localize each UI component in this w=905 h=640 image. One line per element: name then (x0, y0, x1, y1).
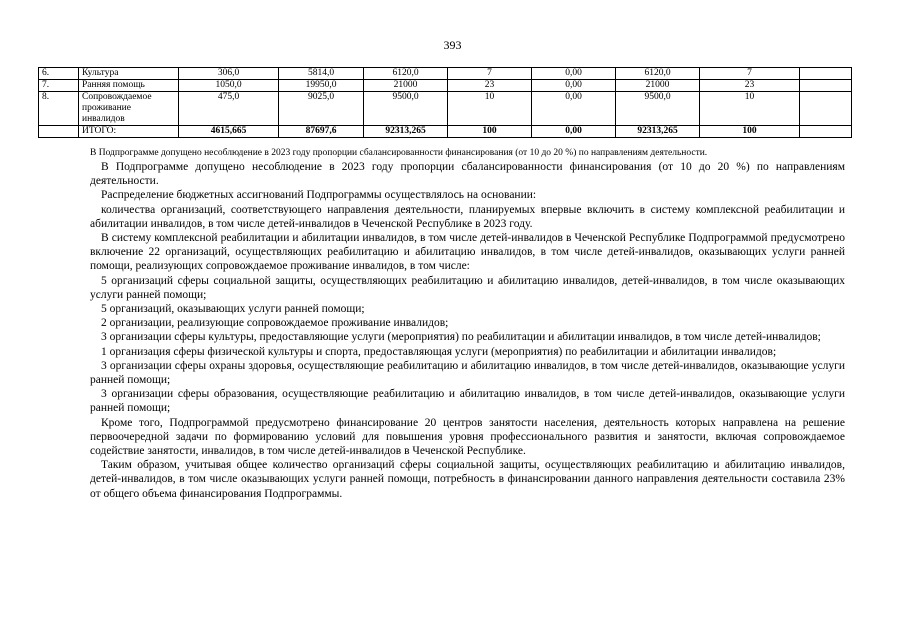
total-value: 87697,6 (279, 126, 364, 138)
paragraph: Таким образом, учитывая общее количество организаций сферы социальной защиты, осуществляющих реабилитацию и абилитацию инвалидов, детей-инвалидов, в том числе оказывающих услуги ранней помощи, потребность в финансировании данного направления деятельности составила 23% от общего объема финансирования Подпрограммы. (90, 459, 845, 500)
row-number: 6. (39, 68, 79, 80)
paragraph: 3 организации сферы образования, осуществляющие реабилитацию и абилитацию инвалидов, в том числе детей-инвалидов, оказывающие услуги ранней помощи; (90, 388, 845, 415)
paragraph: 5 организаций сферы социальной защиты, осуществляющих реабилитацию и абилитацию инвалидов, детей-инвалидов, в том числе оказывающих услуги ранней помощи; (90, 274, 845, 301)
paragraph: Распределение бюджетных ассигнований Подпрограммы осуществлялось на основании: (101, 189, 537, 202)
page-number: 393 (443, 38, 462, 52)
total-value: 100 (448, 126, 532, 138)
table-row (39, 92, 852, 126)
cell-value: 9500,0 (364, 92, 448, 126)
cell-value: 10 (700, 92, 800, 126)
empty-cell (800, 68, 852, 80)
cell-value: 6120,0 (616, 68, 700, 80)
cell-value: 0,00 (532, 68, 616, 80)
cell-value: 19950,0 (279, 80, 364, 92)
paragraph: 2 организации, реализующие сопровождаемое проживание инвалидов; (101, 317, 449, 330)
total-value: 92313,265 (364, 126, 448, 138)
table-row (39, 80, 852, 92)
empty-cell (800, 80, 852, 92)
cell-value: 23 (448, 80, 532, 92)
paragraph: количества организаций, соответствующего направления деятельности, планируемых впервые включить в систему комплексной реабилитации и абилитации инвалидов, в том числе детей-инвалидов в Чеченской Республике в 2023 году. (90, 203, 845, 230)
empty-cell (800, 92, 852, 126)
paragraph: Кроме того, Подпрограммой предусмотрено финансирование 20 центров занятости населения, деятельность которых направлена на решение первоочередной задачи по формированию условий для повышения уровня профессионального развития и занятости, включая сопровождаемое содействие занятости, инвалидов, в том числе детей-инвалидов в Чеченской Республике. (90, 416, 845, 458)
total-value: 4615,665 (179, 126, 279, 138)
total-label: ИТОГО: (79, 126, 179, 138)
cell-value: 9025,0 (279, 92, 364, 126)
cell-value: 5814,0 (279, 68, 364, 80)
total-value: 100 (700, 126, 800, 138)
paragraph: 5 организаций, оказывающих услуги ранней помощи; (101, 303, 365, 316)
cell-value: 0,00 (532, 80, 616, 92)
row-name: Сопровождаемое проживание инвалидов (79, 92, 179, 126)
cell-value: 9500,0 (616, 92, 700, 126)
empty-cell (800, 126, 852, 138)
cell-value: 23 (700, 80, 800, 92)
empty-cell (39, 126, 79, 138)
paragraph: 3 организации сферы культуры, предоставляющие услуги (мероприятия) по реабилитации и абилитации инвалидов, в том числе детей-инвалидов; (101, 331, 821, 344)
cell-value: 21000 (364, 80, 448, 92)
cell-value: 6120,0 (364, 68, 448, 80)
row-number: 8. (39, 92, 79, 126)
row-name: Ранняя помощь (79, 80, 179, 92)
total-row (39, 126, 852, 138)
row-name: Культура (79, 68, 179, 80)
cell-value: 475,0 (179, 92, 279, 126)
table-row (39, 68, 852, 80)
cell-value: 0,00 (532, 92, 616, 126)
body-text (90, 160, 845, 501)
total-value: 0,00 (532, 126, 616, 138)
cell-value: 10 (448, 92, 532, 126)
paragraph: 1 организация сферы физической культуры и спорта, предоставляющая услуги (мероприятия) по реабилитации и абилитации инвалидов; (101, 345, 777, 358)
cell-value: 7 (700, 68, 800, 80)
budget-table (38, 67, 852, 138)
table-note: В Подпрограмме допущено несоблюдение в 2023 году пропорции сбалансированности финансирования (от 10 до 20 %) по направлениям деятельности. (90, 148, 708, 158)
paragraph: В систему комплексной реабилитации и абилитации инвалидов, в том числе детей-инвалидов в Чеченской Республике Подпрограммой предусмотрено включение 22 организаций, осуществляющих реабилитацию и абилитацию инвалидов, в том числе детей-инвалидов, оказывающих услуги ранней помощи, реализующих сопровождаемое проживание инвалидов, в том числе: (90, 232, 845, 273)
total-value: 92313,265 (616, 126, 700, 138)
cell-value: 1050,0 (179, 80, 279, 92)
paragraph: 3 организации сферы охраны здоровья, осуществляющие реабилитацию и абилитацию инвалидов, в том числе детей-инвалидов, оказывающие услуги ранней помощи; (90, 359, 845, 387)
cell-value: 7 (448, 68, 532, 80)
cell-value: 21000 (616, 80, 700, 92)
cell-value: 306,0 (179, 68, 279, 80)
paragraph: В Подпрограмме допущено несоблюдение в 2023 году пропорции сбалансированности финансирования (от 10 до 20 %) по направлениям деятельности. (90, 161, 845, 188)
row-number: 7. (39, 80, 79, 92)
